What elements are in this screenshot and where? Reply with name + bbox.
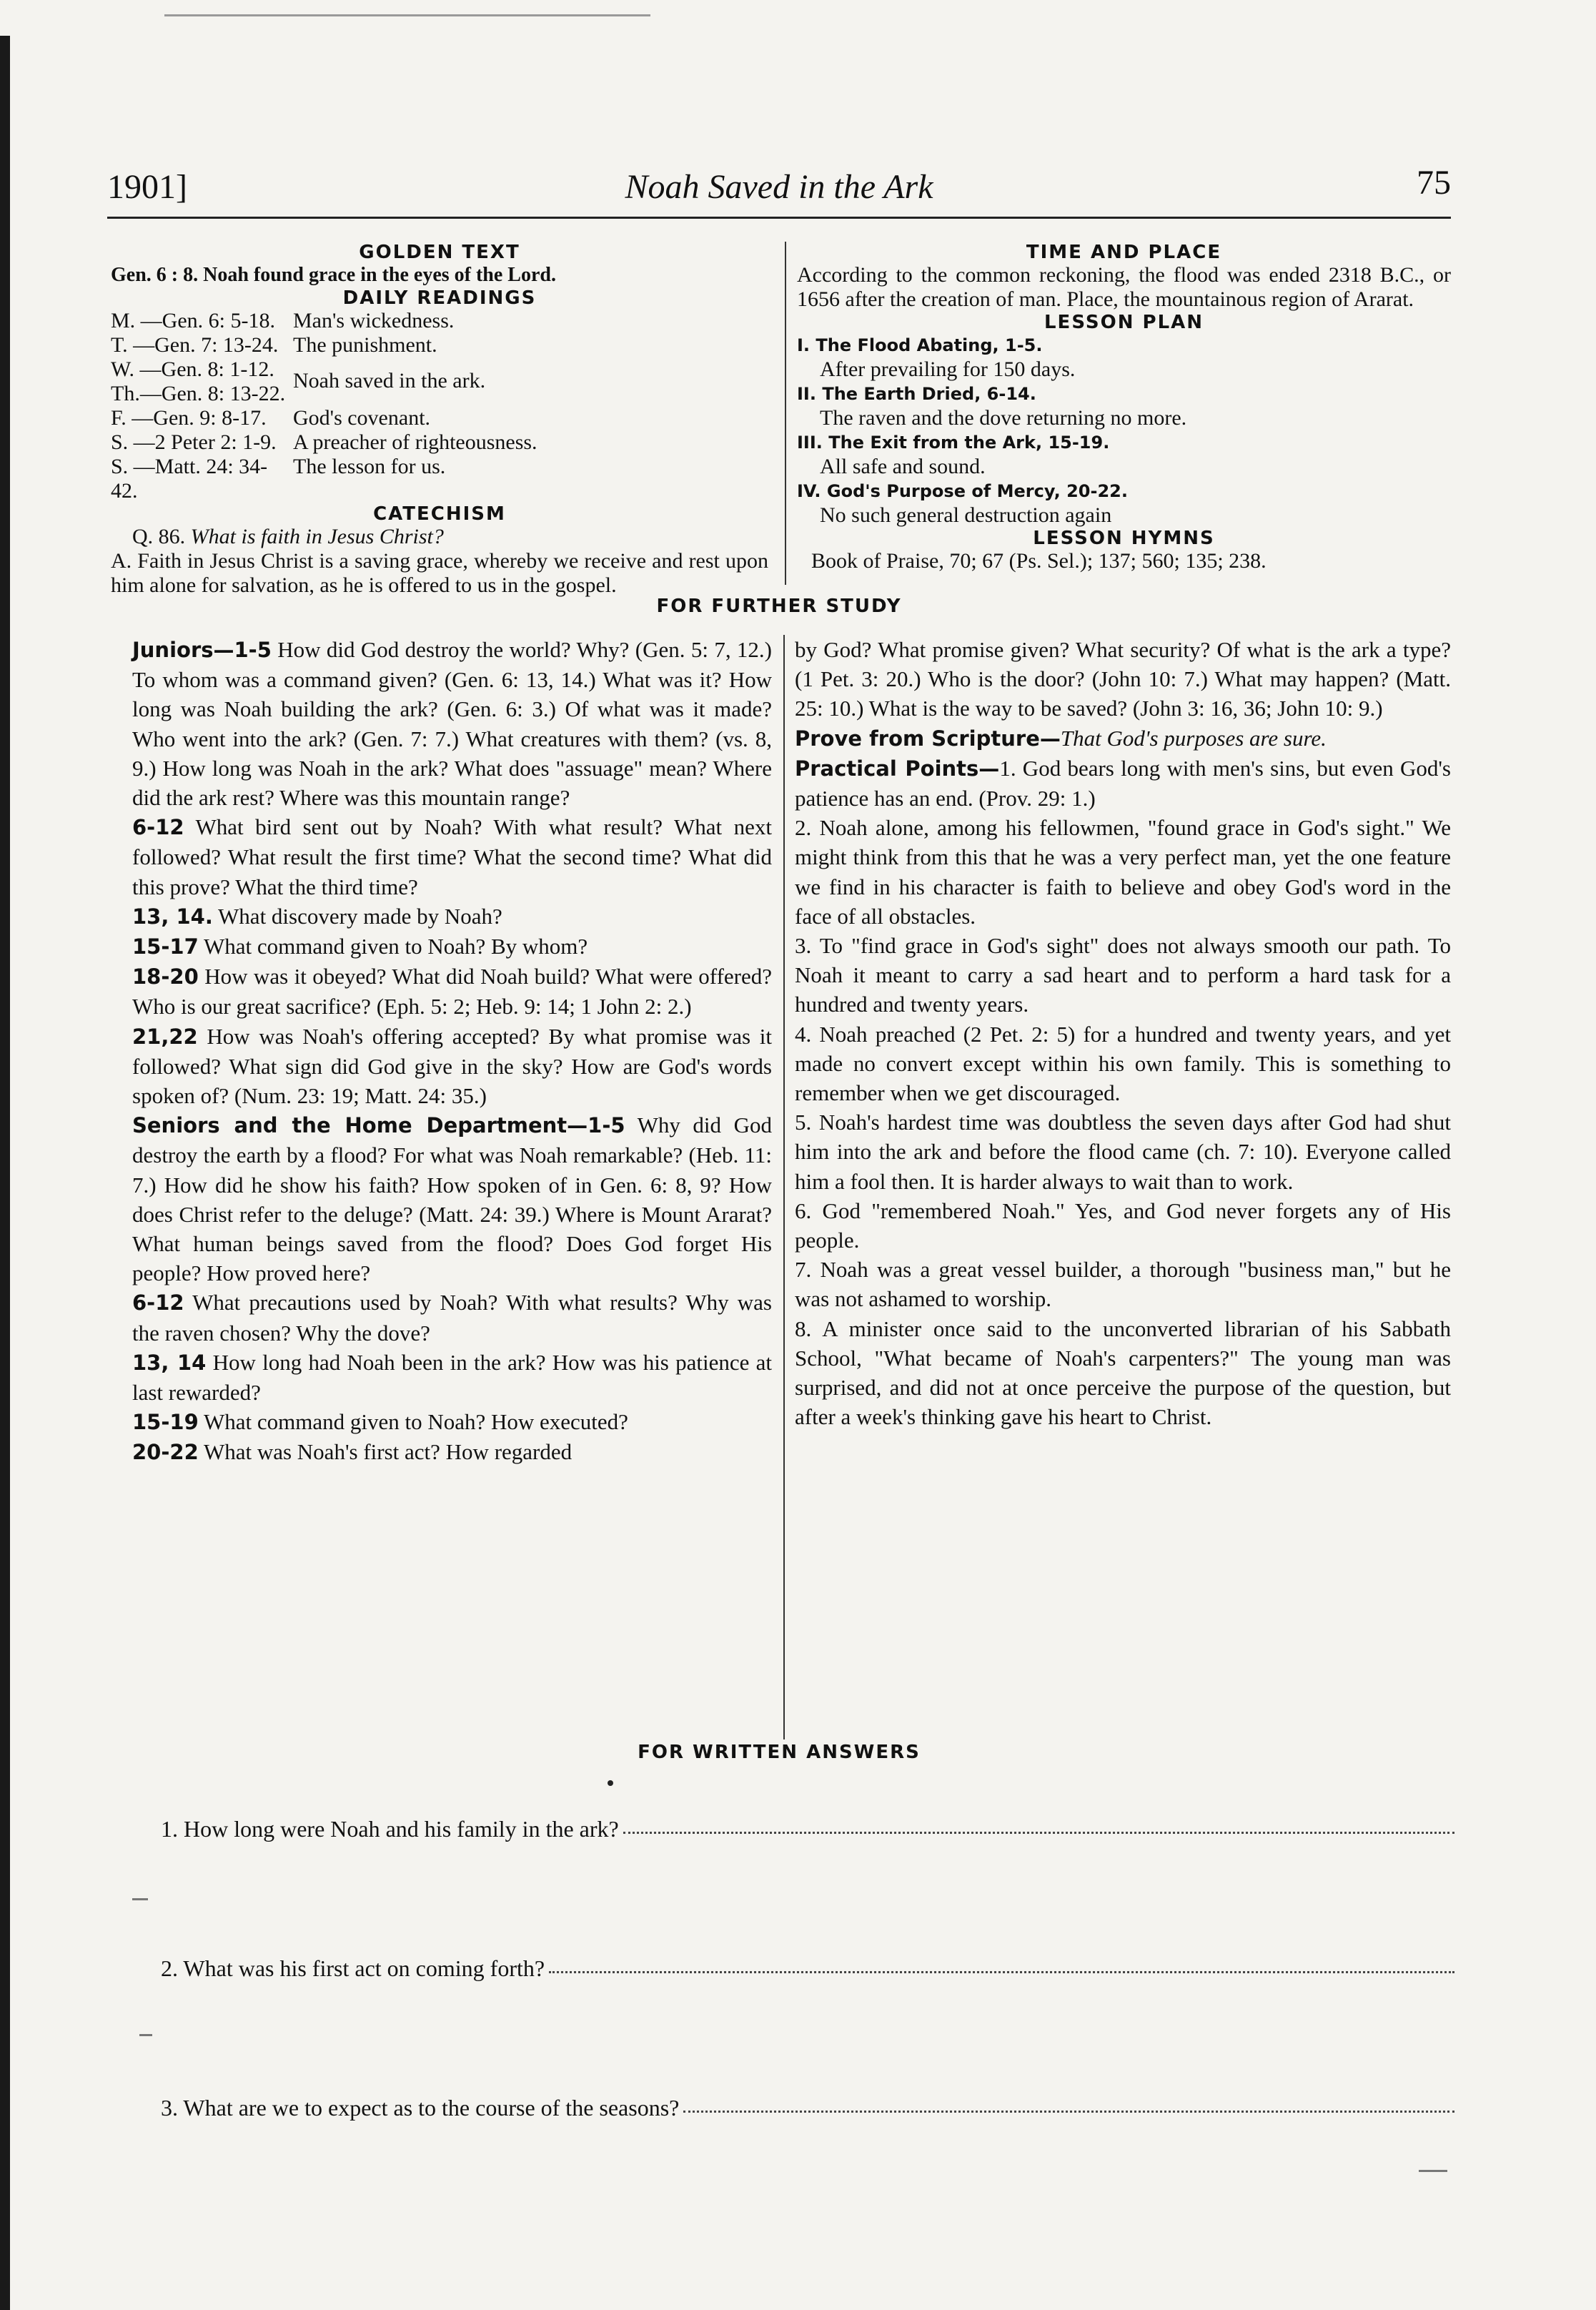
lesson-plan-sub: After prevailing for 150 days.: [820, 357, 1076, 381]
catechism-heading: CATECHISM: [373, 503, 506, 525]
time-place-text: According to the common reckoning, the flood was ended 2318 B.C., or 1656 after the creation of man. Place, the mountainous region of Ararat.: [797, 263, 1451, 311]
lesson-plan-item: I. The Flood Abating, 1-5.: [797, 335, 1043, 355]
page-edge-shadow: [0, 36, 10, 2310]
seniors-20-22: 20-22 What was Noah's first act? How regarded: [132, 1439, 573, 1465]
lesson-plan-sub: All safe and sound.: [820, 455, 986, 478]
practical-point: 4. Noah preached (2 Pet. 2: 5) for a hundred and twenty years, and yet made no convert except within his own family. This is something to remember when we get discouraged.: [795, 1021, 1451, 1106]
ink-mark: [1419, 2170, 1447, 2172]
reading-item: M. —Gen. 6: 5-18. Man's wickedness.: [111, 309, 455, 332]
juniors-6-12: 6-12 What bird sent out by Noah? With what result? What next followed? What result the first time? What the second time? What did this prove? What the third time?: [132, 814, 772, 899]
reading-item: T. —Gen. 7: 13-24. The punishment.: [111, 333, 437, 357]
practical-point: 8. A minister once said to the unconverted librarian of his Sabbath School, "What became of Noah's carpenters?" The young man was surprised, and did not at once perceive the purpose of the question, but after a week's thinking gave his heart to Christ.: [795, 1316, 1451, 1430]
ink-mark: [132, 1898, 148, 1900]
further-study-heading: FOR FURTHER STUDY: [656, 596, 902, 617]
juniors-13-14: 13, 14. What discovery made by Noah?: [132, 903, 502, 929]
daily-readings-heading: DAILY READINGS: [342, 287, 537, 309]
practical-point: 7. Noah was a great vessel builder, a thorough "business man," but he was not ashamed to worship.: [795, 1257, 1451, 1312]
seniors-6-12: 6-12 What precautions used by Noah? With what results? Why was the raven chosen? Why the dove?: [132, 1290, 772, 1346]
juniors-1-5: Juniors—1-5 How did God destroy the world? Why? (Gen. 5: 7, 12.) To whom was a command given? (Gen. 6: 13, 14.) What was it? How long was Noah building the ark? (Gen. 6: 3.) Of what was it made? Who went into the ark? (Gen. 7: 7.) What creatures with them? (vs. 8, 9.) How long was Noah in the ark? What does "assuage" mean? Where did the ark rest? Where was this mountain range?: [132, 637, 773, 811]
left-info-column: [111, 242, 768, 598]
seniors-1-5: Seniors and the Home Department—1-5 Why did God destroy the earth by a flood? For what was Noah remarkable? (Heb. 11: 7.) How did he show his faith? How spoken of in Gen. 6: 8, 9? How does Christ refer to the deluge? (Matt. 24: 39.) Where is Mount Ararat? What human beings saved from the flood? Does God forget His people? How proved here?: [132, 1112, 772, 1286]
further-study-right: [795, 635, 1451, 1431]
practical-point: 3. To "find grace in God's sight" does not always smooth our path. To Noah it meant to carry a sad heart and to perform a hard task for a hundred and twenty years.: [795, 933, 1451, 1017]
ink-mark: [139, 2034, 152, 2036]
reading-item: Th.—Gen. 8: 13-22.: [111, 382, 286, 405]
practical-point: 6. God "remembered Noah." Yes, and God never forgets any of His people.: [795, 1198, 1451, 1253]
catechism-answer: A. Faith in Jesus Christ is a saving grace, whereby we receive and rest upon him alone for salvation, as he is offered to us in the gospel.: [111, 549, 768, 597]
juniors-15-17: 15-17 What command given to Noah? By whom?: [132, 934, 588, 959]
ink-dot: [608, 1780, 613, 1786]
page-header: [107, 163, 1451, 213]
reading-item: S. —Matt. 24: 34-42. The lesson for us.: [111, 455, 446, 503]
right-info-column: [797, 242, 1451, 573]
answer-line[interactable]: [623, 1816, 1454, 1834]
catechism-question: [111, 525, 768, 549]
golden-text-heading: GOLDEN TEXT: [359, 242, 520, 263]
answer-line[interactable]: [549, 1955, 1454, 1973]
page-top-mark: [164, 14, 650, 16]
practical-point: 2. Noah alone, among his fellowmen, "found grace in God's sight." We might think from this that he was a very perfect man, yet the one feature we find in his character is faith to believe and obey God's word in the face of all obstacles.: [795, 815, 1451, 929]
catechism-number: Q. 86.: [132, 525, 186, 548]
practical-point: Practical Points—1. God bears long with men's sins, but even God's patience has an end. (Prov. 29: 1.): [795, 755, 1451, 811]
lesson-plan-heading: LESSON PLAN: [1044, 312, 1204, 333]
practical-point: 5. Noah's hardest time was doubtless the seven days after God had shut him into the ark and before the flood came (ch. 7: 10). Everyone called him a fool then. It is harder always to wait than to work.: [795, 1110, 1451, 1194]
lesson-hymns-text: Book of Praise, 70; 67 (Ps. Sel.); 137; 560; 135; 238.: [811, 549, 1267, 573]
written-answers-heading: FOR WRITTEN ANSWERS: [638, 1742, 921, 1763]
daily-readings-list: [111, 309, 768, 503]
lesson-hymns-heading: LESSON HYMNS: [1033, 528, 1215, 549]
column-divider: [785, 242, 786, 585]
catechism-question-text: What is faith in Jesus Christ?: [190, 525, 444, 548]
reading-item: W. —Gen. 8: 1-12. Noah saved in the ark.: [111, 357, 486, 393]
written-question-1: 1. How long were Noah and his family in the ark?: [161, 1816, 1454, 1842]
juniors-18-20: 18-20 How was it obeyed? What did Noah build? What were offered? Who is our great sacrifice? (Eph. 5: 2; Heb. 9: 14; 1 John 2: 2.): [132, 964, 772, 1020]
lesson-plan-sub: The raven and the dove returning no more.: [820, 406, 1187, 430]
lesson-plan-item: IV. God's Purpose of Mercy, 20-22.: [797, 481, 1128, 501]
seniors-13-14: 13, 14 How long had Noah been in the ark? How was his patience at last rewarded?: [132, 1349, 772, 1406]
lesson-plan-sub: No such general destruction again: [820, 503, 1112, 527]
further-study-left: [132, 635, 772, 1468]
prove-from-scripture: Prove from Scripture—That God's purposes are sure.: [795, 725, 1327, 751]
header-rule: [107, 217, 1451, 219]
lesson-plan-item: II. The Earth Dried, 6-14.: [797, 384, 1036, 404]
reading-item: S. —2 Peter 2: 1-9. A preacher of righteousness.: [111, 430, 537, 454]
lesson-plan-item: III. The Exit from the Ark, 15-19.: [797, 433, 1110, 453]
page-number: 75: [1417, 164, 1451, 202]
header-year: 1901]: [107, 168, 187, 206]
golden-text: Gen. 6 : 8. Noah found grace in the eyes of the Lord.: [111, 264, 556, 286]
written-question-3: 3. What are we to expect as to the course of the seasons?: [161, 2095, 1454, 2121]
reading-item: F. —Gen. 9: 8-17. God's covenant.: [111, 406, 431, 430]
study-column-divider: [783, 635, 785, 1739]
seniors-continuation: by God? What promise given? What security? Of what is the ark a type? (1 Pet. 3: 20.) Who is the door? (John 10: 7.) What may happen? (Matt. 25: 10.) What is the way to be saved? (John 3: 16, 36; John 10: 9.): [795, 637, 1451, 721]
header-title: Noah Saved in the Ark: [625, 168, 933, 206]
time-place-heading: TIME AND PLACE: [1026, 242, 1222, 263]
seniors-15-19: 15-19 What command given to Noah? How executed?: [132, 1409, 628, 1435]
juniors-21-22: 21,22 How was Noah's offering accepted? By what promise was it followed? What sign did God give in the sky? How are God's words spoken of? (Num. 23: 19; Matt. 24: 35.): [132, 1023, 773, 1109]
written-question-2: 2. What was his first act on coming forth?: [161, 1955, 1454, 1982]
answer-line[interactable]: [683, 2095, 1454, 2113]
